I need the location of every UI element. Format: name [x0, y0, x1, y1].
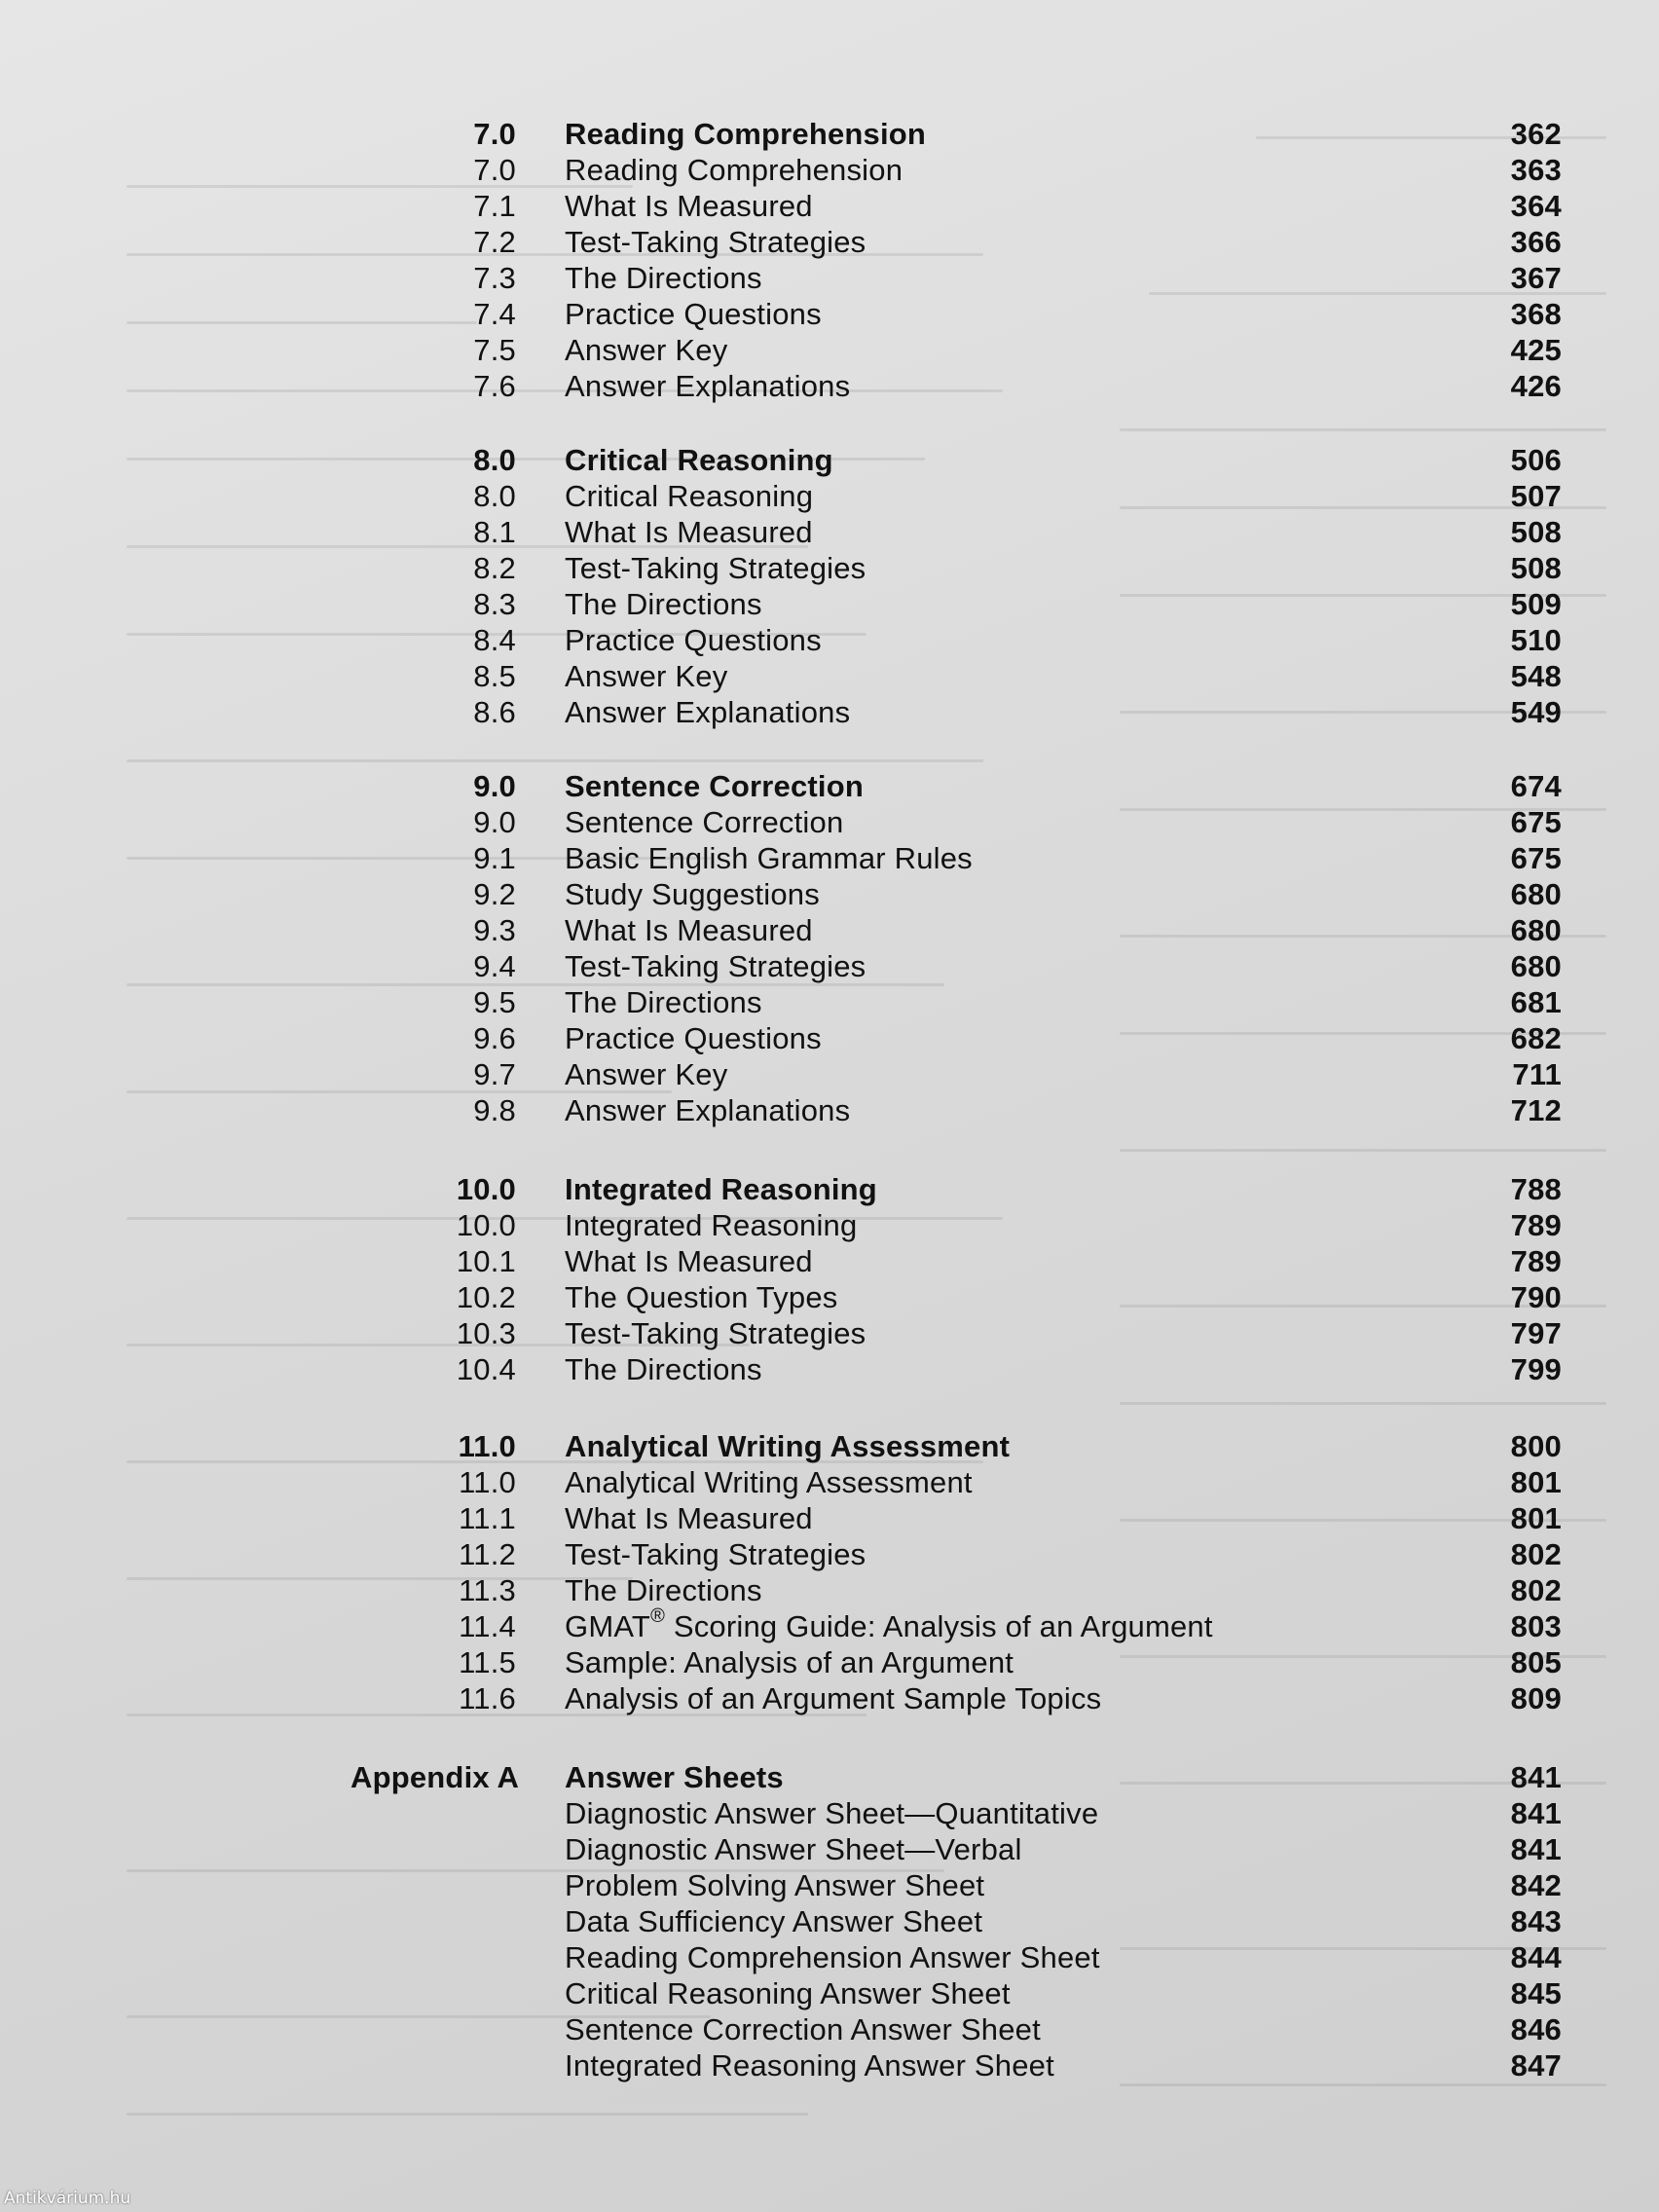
entry-title-rest: Scoring Guide: Analysis of an Argument — [665, 1609, 1213, 1643]
entry-title: Diagnostic Answer Sheet—Quantitative — [565, 1796, 1099, 1830]
registered-mark: ® — [650, 1604, 665, 1627]
toc-entry — [0, 2012, 1659, 2047]
entry-page-number: 809 — [1510, 1681, 1562, 1715]
entry-title: Test-Taking Strategies — [565, 225, 866, 259]
toc-entry — [0, 1904, 1659, 1939]
entry-number: 8.0 — [473, 479, 516, 513]
entry-page-number: 364 — [1510, 189, 1562, 223]
toc-entry — [0, 1796, 1659, 1831]
toc-entry — [0, 1316, 1659, 1351]
chapter-number: 10.0 — [456, 1172, 516, 1206]
entry-page-number: 802 — [1510, 1537, 1562, 1571]
toc-entry — [0, 1681, 1659, 1716]
entry-page-number: 675 — [1510, 805, 1562, 839]
toc-entry — [0, 623, 1659, 658]
chapter-number: 9.0 — [473, 769, 516, 803]
entry-title: Integrated Reasoning Answer Sheet — [565, 2048, 1054, 2083]
entry-page-number: 368 — [1510, 297, 1562, 331]
entry-page-number: 682 — [1510, 1021, 1562, 1055]
entry-number: 10.0 — [456, 1208, 516, 1242]
toc-entry — [0, 1465, 1659, 1500]
chapter-number: 7.0 — [473, 117, 516, 151]
toc-entry — [0, 1868, 1659, 1903]
entry-number: 11.4 — [459, 1609, 516, 1643]
toc-entry — [0, 1208, 1659, 1243]
chapter-title: Analytical Writing Assessment — [565, 1429, 1011, 1463]
entry-title: Reading Comprehension Answer Sheet — [565, 1940, 1100, 1974]
toc-entry — [0, 479, 1659, 514]
entry-page-number: 366 — [1510, 225, 1562, 259]
toc-chapter-heading — [0, 1429, 1659, 1464]
entry-title: Data Sufficiency Answer Sheet — [565, 1904, 983, 1938]
entry-number: 9.7 — [473, 1057, 516, 1091]
entry-title: Practice Questions — [565, 1021, 822, 1055]
entry-page-number: 363 — [1510, 153, 1562, 187]
chapter-title: Critical Reasoning — [565, 443, 833, 477]
entry-page-number: 507 — [1510, 479, 1562, 513]
entry-title: Study Suggestions — [565, 877, 820, 911]
toc-entry — [0, 805, 1659, 840]
entry-number: 7.2 — [473, 225, 516, 259]
toc-entry — [0, 1940, 1659, 1975]
toc-entry — [0, 333, 1659, 368]
entry-number: 9.4 — [473, 949, 516, 983]
entry-page-number: 425 — [1510, 333, 1562, 367]
entry-page-number: 508 — [1510, 551, 1562, 585]
toc-entry — [0, 985, 1659, 1020]
entry-title: Answer Explanations — [565, 695, 851, 729]
entry-page-number: 508 — [1510, 515, 1562, 549]
toc-entry — [0, 1604, 1659, 1644]
toc-entry — [0, 1057, 1659, 1092]
toc-chapter-heading — [0, 443, 1659, 478]
entry-title: Critical Reasoning — [565, 479, 814, 513]
toc-entry — [0, 877, 1659, 912]
entry-title: Problem Solving Answer Sheet — [565, 1868, 985, 1902]
toc-entry — [0, 1573, 1659, 1608]
toc-entry — [0, 1093, 1659, 1128]
chapter-number: Appendix A — [350, 1760, 520, 1794]
entry-title: The Question Types — [565, 1280, 838, 1314]
entry-number: 10.4 — [456, 1352, 516, 1386]
entry-number: 11.6 — [459, 1681, 516, 1715]
entry-page-number: 367 — [1510, 261, 1562, 295]
entry-page-number: 680 — [1510, 877, 1562, 911]
entry-number: 7.4 — [473, 297, 516, 331]
entry-number: 9.1 — [473, 841, 516, 875]
entry-title: Test-Taking Strategies — [565, 949, 866, 983]
toc-entry — [0, 1280, 1659, 1315]
entry-title: Practice Questions — [565, 623, 822, 657]
entry-title: Sentence Correction Answer Sheet — [565, 2012, 1041, 2046]
entry-page-number: 847 — [1510, 2048, 1562, 2083]
toc-entry — [0, 695, 1659, 730]
entry-title: The Directions — [565, 261, 762, 295]
entry-page-number: 797 — [1510, 1316, 1562, 1350]
entry-title: Sentence Correction — [565, 805, 844, 839]
entry-title: What Is Measured — [565, 515, 813, 549]
entry-page-number: 799 — [1510, 1352, 1562, 1386]
toc-entry — [0, 225, 1659, 260]
entry-page-number: 789 — [1510, 1208, 1562, 1242]
toc-entry — [0, 261, 1659, 296]
entry-page-number: 681 — [1510, 985, 1562, 1019]
entry-title: Answer Key — [565, 1057, 728, 1091]
toc-entry — [0, 1021, 1659, 1056]
entry-title: What Is Measured — [565, 1244, 813, 1278]
entry-title: The Directions — [565, 985, 762, 1019]
entry-number: 10.3 — [456, 1316, 516, 1350]
entry-page-number: 789 — [1510, 1244, 1562, 1278]
entry-title: The Directions — [565, 1352, 762, 1386]
chapter-title: Reading Comprehension — [565, 117, 927, 151]
toc-entry — [0, 1832, 1659, 1867]
toc-entry — [0, 587, 1659, 622]
entry-title: Practice Questions — [565, 297, 822, 331]
entry-number: 9.8 — [473, 1093, 516, 1127]
entry-number: 7.6 — [473, 369, 516, 403]
entry-page-number: 844 — [1510, 1940, 1562, 1974]
entry-page-number: 510 — [1510, 623, 1562, 657]
entry-title: Integrated Reasoning — [565, 1208, 858, 1242]
entry-page-number: 426 — [1510, 369, 1562, 403]
entry-page-number: 680 — [1510, 913, 1562, 947]
entry-page-number: 801 — [1510, 1465, 1562, 1499]
toc-chapter-heading — [0, 769, 1659, 804]
entry-title: Test-Taking Strategies — [565, 1537, 866, 1571]
entry-number: 11.2 — [459, 1537, 516, 1571]
chapter-page-number: 788 — [1510, 1172, 1562, 1206]
entry-page-number: 846 — [1510, 2012, 1562, 2046]
entry-title: Sample: Analysis of an Argument — [565, 1645, 1014, 1679]
watermark: Antikvárium.hu — [4, 2189, 131, 2208]
entry-page-number: 801 — [1510, 1501, 1562, 1535]
entry-title: Answer Key — [565, 333, 728, 367]
chapter-title: Integrated Reasoning — [565, 1172, 877, 1206]
toc-entry — [0, 659, 1659, 694]
entry-number: 8.1 — [473, 515, 516, 549]
entry-title: What Is Measured — [565, 913, 813, 947]
entry-title: Test-Taking Strategies — [565, 551, 866, 585]
toc-entry — [0, 1645, 1659, 1680]
entry-title: Diagnostic Answer Sheet—Verbal — [565, 1832, 1022, 1866]
toc-entry — [0, 515, 1659, 550]
toc-entry — [0, 2048, 1659, 2083]
entry-number: 9.2 — [473, 877, 516, 911]
entry-page-number: 509 — [1510, 587, 1562, 621]
toc-entry — [0, 369, 1659, 404]
entry-page-number: 805 — [1510, 1645, 1562, 1679]
chapter-title: Sentence Correction — [565, 769, 864, 803]
toc-entry — [0, 1537, 1659, 1572]
toc-entry — [0, 1352, 1659, 1387]
entry-number: 8.3 — [473, 587, 516, 621]
entry-page-number: 843 — [1510, 1904, 1562, 1938]
entry-title: Basic English Grammar Rules — [565, 841, 973, 875]
toc-entry — [0, 949, 1659, 984]
entry-title: What Is Measured — [565, 189, 813, 223]
entry-number: 10.1 — [456, 1244, 516, 1278]
entry-page-number: 675 — [1510, 841, 1562, 875]
entry-title: Answer Key — [565, 659, 728, 693]
entry-title: The Directions — [565, 1573, 762, 1607]
entry-page-number: 841 — [1510, 1796, 1562, 1830]
entry-number: 11.1 — [459, 1501, 516, 1535]
entry-number: 9.0 — [473, 805, 516, 839]
chapter-number: 11.0 — [458, 1429, 516, 1463]
entry-page-number: 845 — [1510, 1976, 1562, 2010]
entry-title: The Directions — [565, 587, 762, 621]
toc-entry — [0, 1976, 1659, 2011]
toc-entry — [0, 551, 1659, 586]
entry-number: 9.6 — [473, 1021, 516, 1055]
toc-entry — [0, 913, 1659, 948]
entry-number: 11.5 — [459, 1645, 516, 1679]
entry-title: Critical Reasoning Answer Sheet — [565, 1976, 1011, 2010]
entry-title: Test-Taking Strategies — [565, 1316, 866, 1350]
chapter-page-number: 800 — [1510, 1429, 1562, 1463]
entry-page-number: 549 — [1510, 695, 1562, 729]
entry-title: Reading Comprehension — [565, 153, 903, 187]
chapter-page-number: 362 — [1510, 117, 1562, 151]
entry-title: Analysis of an Argument Sample Topics — [565, 1681, 1102, 1715]
toc-entry — [0, 1501, 1659, 1536]
entry-number: 8.2 — [473, 551, 516, 585]
entry-number: 11.3 — [459, 1573, 516, 1607]
entry-title — [565, 1604, 1213, 1644]
entry-title: Answer Explanations — [565, 1093, 851, 1127]
entry-number: 7.5 — [473, 333, 516, 367]
entry-number: 7.1 — [473, 189, 516, 223]
entry-page-number: 680 — [1510, 949, 1562, 983]
entry-number: 9.3 — [473, 913, 516, 947]
chapter-number: 8.0 — [473, 443, 516, 477]
entry-title: What Is Measured — [565, 1501, 813, 1535]
toc-entry — [0, 841, 1659, 876]
toc-entry — [0, 297, 1659, 332]
chapter-title: Answer Sheets — [565, 1760, 784, 1794]
entry-number: 7.0 — [473, 153, 516, 187]
chapter-page-number: 506 — [1510, 443, 1562, 477]
entry-page-number: 842 — [1510, 1868, 1562, 1902]
entry-number: 10.2 — [456, 1280, 516, 1314]
toc-chapter-heading — [0, 1760, 1659, 1795]
entry-page-number: 790 — [1510, 1280, 1562, 1314]
entry-number: 11.0 — [459, 1465, 516, 1499]
entry-page-number: 841 — [1510, 1832, 1562, 1866]
entry-number: 8.6 — [473, 695, 516, 729]
entry-number: 9.5 — [473, 985, 516, 1019]
chapter-page-number: 841 — [1510, 1760, 1562, 1794]
entry-title-brand: GMAT — [565, 1609, 651, 1643]
toc-entry — [0, 1244, 1659, 1279]
toc-entry — [0, 189, 1659, 224]
entry-number: 7.3 — [473, 261, 516, 295]
toc-chapter-heading — [0, 1172, 1659, 1207]
entry-page-number: 803 — [1510, 1609, 1562, 1643]
entry-title: Analytical Writing Assessment — [565, 1465, 973, 1499]
entry-number: 8.5 — [473, 659, 516, 693]
toc-entry — [0, 153, 1659, 188]
entry-page-number: 548 — [1510, 659, 1562, 693]
chapter-page-number: 674 — [1510, 769, 1562, 803]
toc-chapter-heading — [0, 117, 1659, 152]
entry-page-number: 712 — [1510, 1093, 1562, 1127]
entry-page-number: 802 — [1510, 1573, 1562, 1607]
entry-title: Answer Explanations — [565, 369, 851, 403]
entry-page-number: 711 — [1512, 1057, 1562, 1091]
entry-number: 8.4 — [473, 623, 516, 657]
